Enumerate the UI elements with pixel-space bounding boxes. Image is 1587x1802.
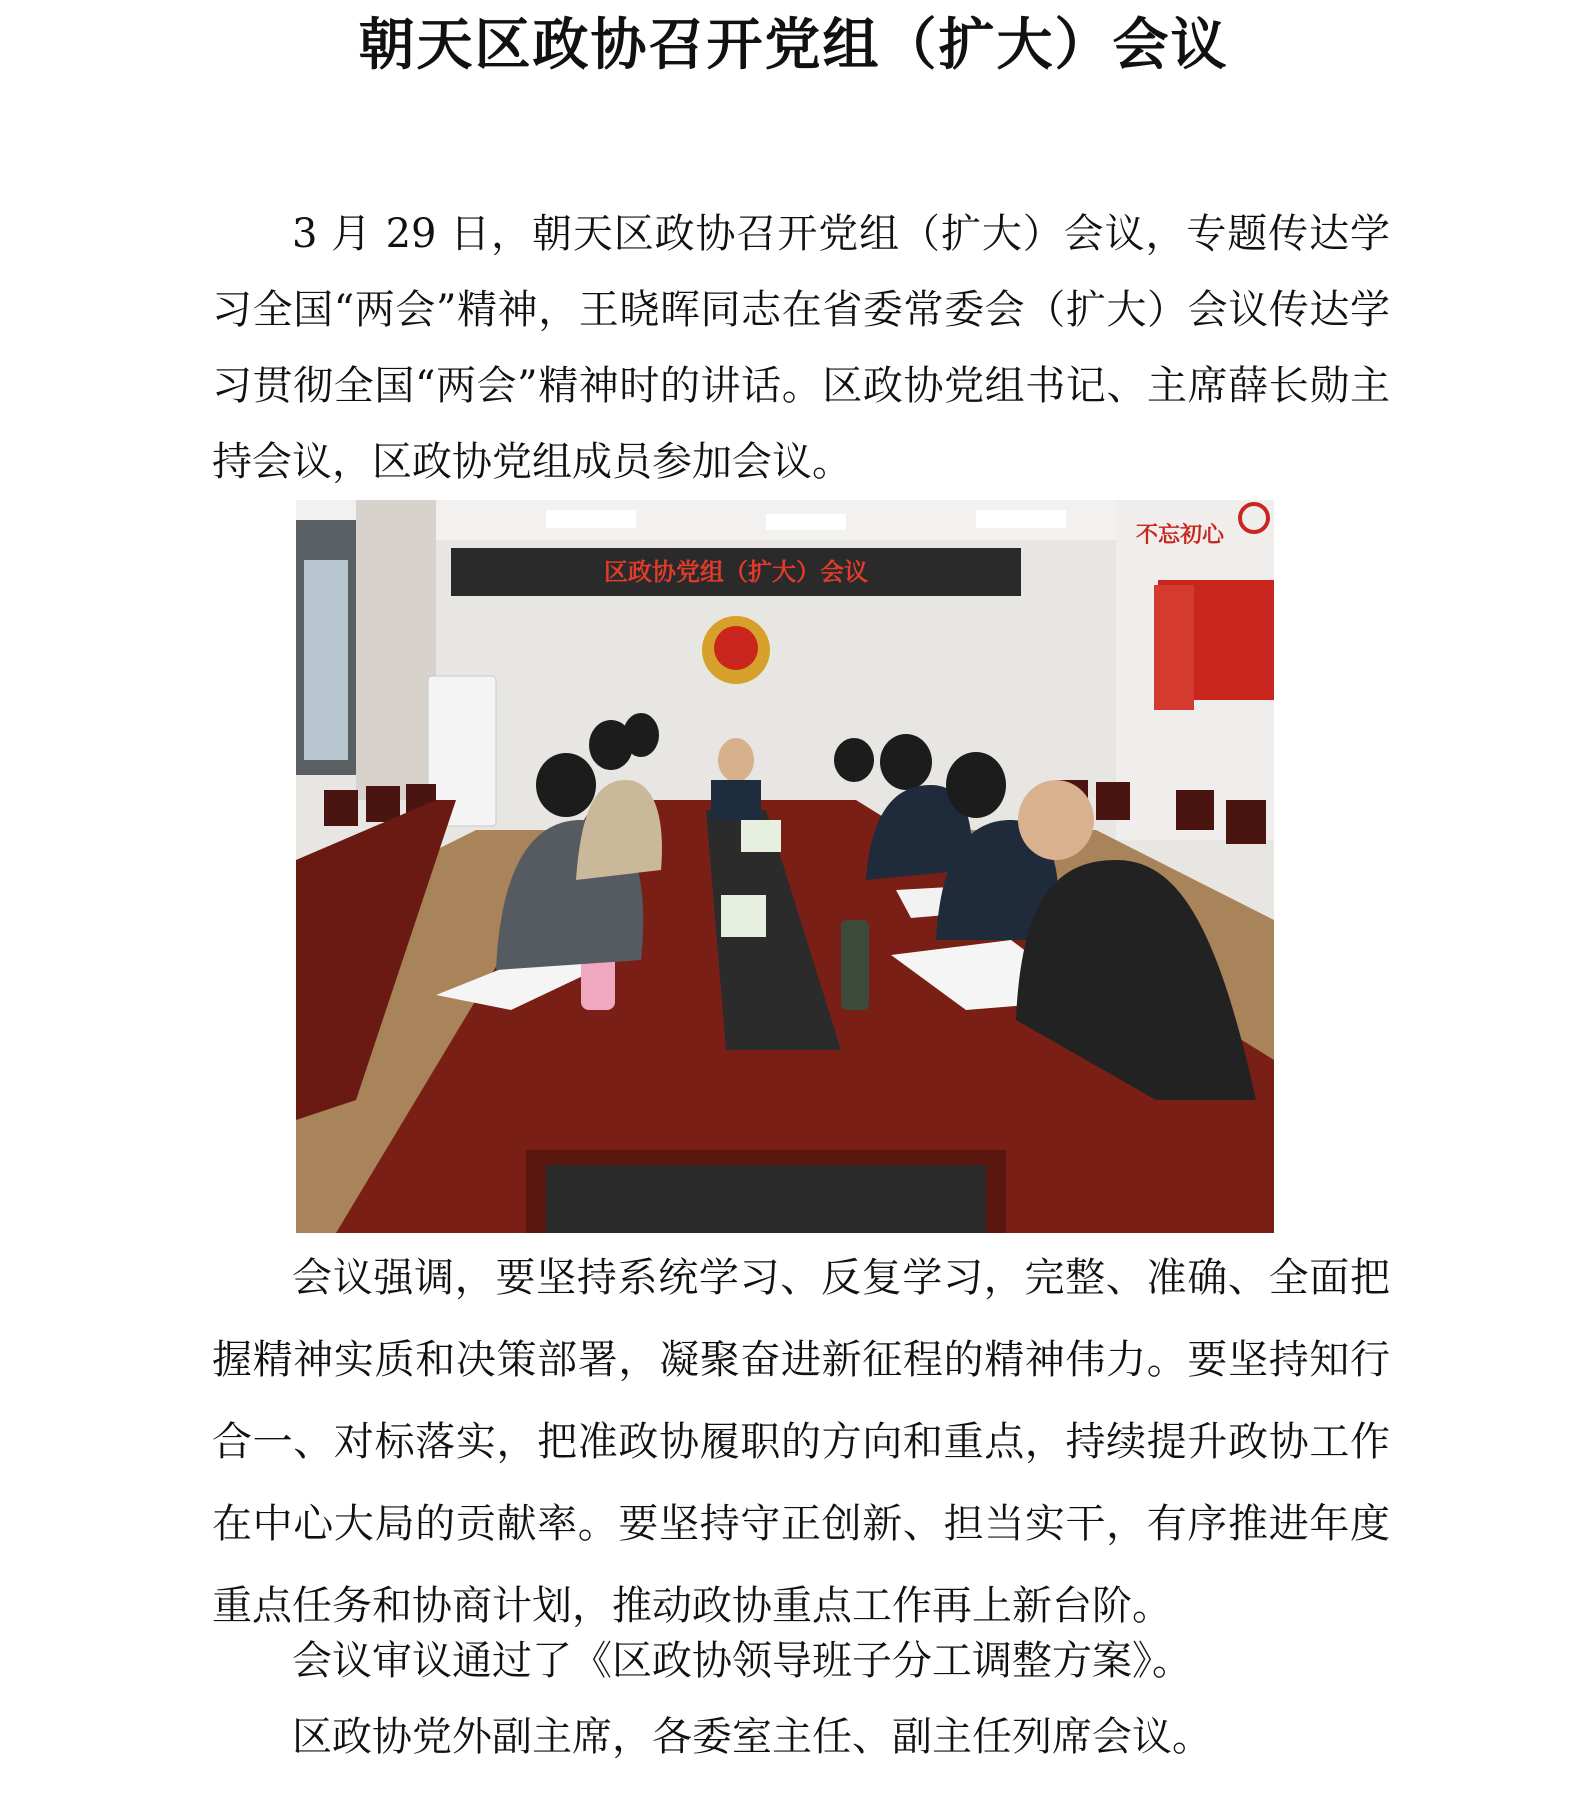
ceiling-light [546, 510, 636, 528]
chair [1226, 800, 1266, 844]
paragraph-emphasis: 会议强调，要坚持系统学习、反复学习，完整、准确、全面把握精神实质和决策部署，凝聚奋进新征程的精神伟力。要坚持知行合一、对标落实，把准政协履职的方向和重点，持续提升政协工作在中心大局的贡献率。要坚持守正创新、担当实干，有序推进年度重点任务和协商计划，推动政协重点工作再上新台阶。 [212, 1255, 1390, 1629]
ceiling-light [766, 514, 846, 530]
display-panel [1154, 585, 1194, 710]
person-head [623, 713, 659, 757]
tissue-box [721, 895, 766, 937]
person-head [946, 752, 1006, 818]
paragraph-intro: 3 月 29 日，朝天区政协召开党组（扩大）会议，专题传达学习全国“两会”精神，王晓晖同志在省委常委会（扩大）会议传达学习贯彻全国“两会”精神时的讲话。区政协党组书记、主席薛长勋主持会议，区政协党组成员参加会议。 [212, 211, 1390, 485]
person-head [880, 734, 932, 790]
article-title: 朝天区政协召开党组（扩大）会议 [358, 13, 1229, 78]
ceiling-light [976, 510, 1066, 528]
person-head [536, 753, 596, 817]
article-body-emphasis [212, 1237, 1390, 1647]
chair [1176, 790, 1214, 830]
person-head [1018, 780, 1094, 860]
article-body-intro [212, 196, 1390, 500]
front-chair-back [546, 1165, 986, 1233]
tea-flask [841, 920, 869, 1010]
article-body-approval [212, 1624, 1390, 1698]
chairperson-head [718, 738, 754, 782]
led-banner-text: 区政协党组（扩大）会议 [604, 558, 868, 586]
chair [1096, 782, 1130, 820]
paragraph-attendees: 区政协党外副主席，各委室主任、副主任列席会议。 [292, 1714, 1212, 1760]
tissue-box [741, 820, 781, 852]
chairperson-body [711, 780, 761, 820]
article-body-attendees [212, 1700, 1390, 1774]
person-head [834, 738, 874, 782]
curtain [356, 500, 436, 800]
wall-slogan: 不忘初心 [1136, 523, 1225, 548]
chair [324, 790, 358, 826]
cppcc-emblem-center [714, 626, 758, 670]
meeting-photo-illustration [296, 500, 1274, 1233]
paragraph-approval: 会议审议通过了《区政协领导班子分工调整方案》。 [292, 1638, 1192, 1684]
chair [366, 786, 400, 822]
meeting-photo [296, 500, 1274, 1233]
window-glass [304, 560, 348, 760]
